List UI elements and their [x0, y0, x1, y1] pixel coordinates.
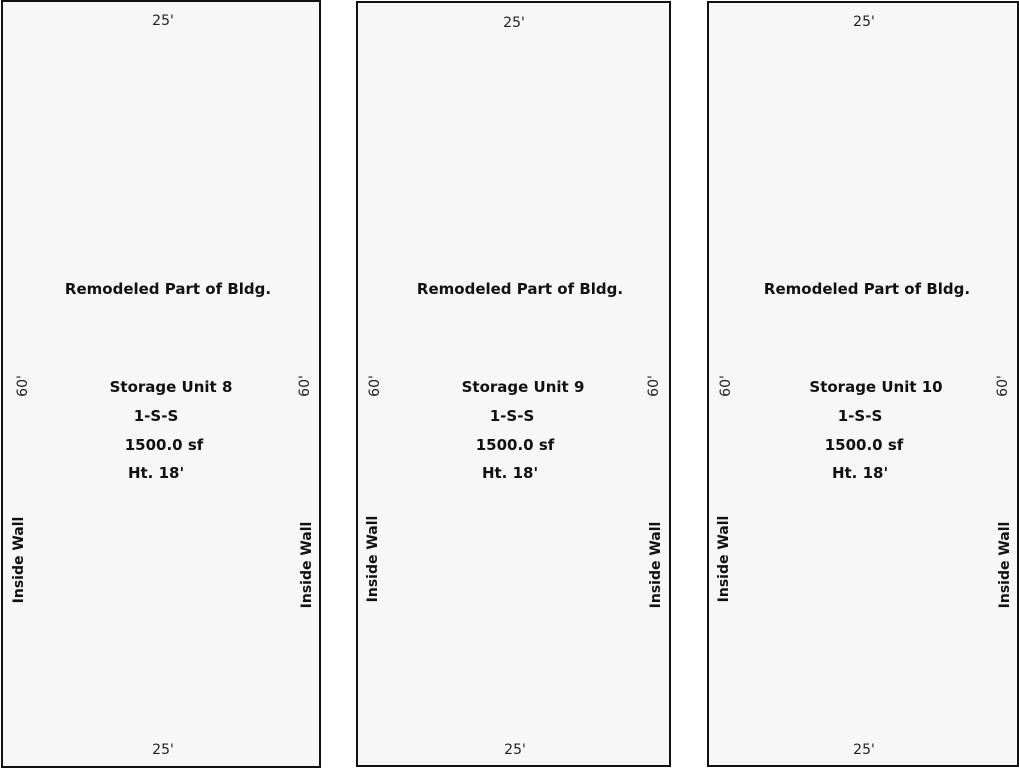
height-label: Ht. 18' — [481, 464, 539, 482]
area-note-label: Remodeled Part of Bldg. — [763, 280, 971, 298]
top-width-dimension: 25' — [503, 15, 525, 31]
right-depth-dimension: 60' — [297, 375, 313, 397]
storage-unit-8-plan — [1, 0, 321, 768]
right-depth-dimension: 60' — [995, 375, 1011, 397]
bottom-width-dimension: 25' — [504, 742, 526, 758]
unit-name-label: Storage Unit 10 — [809, 378, 943, 396]
storage-unit-10-plan — [707, 1, 1019, 767]
left-depth-dimension: 60' — [367, 375, 383, 397]
left-depth-dimension: 60' — [15, 375, 31, 397]
unit-name-label: Storage Unit 8 — [109, 378, 233, 396]
height-label: Ht. 18' — [831, 464, 889, 482]
occupancy-code-label: 1-S-S — [133, 407, 179, 425]
bottom-width-dimension: 25' — [853, 742, 875, 758]
left-wall-label: Inside Wall — [365, 515, 381, 603]
left-wall-label: Inside Wall — [11, 516, 27, 604]
bottom-width-dimension: 25' — [152, 742, 174, 758]
area-label: 1500.0 sf — [475, 436, 555, 454]
right-wall-label: Inside Wall — [648, 521, 664, 609]
right-wall-label: Inside Wall — [299, 521, 315, 609]
area-label: 1500.0 sf — [124, 436, 204, 454]
height-label: Ht. 18' — [127, 464, 185, 482]
occupancy-code-label: 1-S-S — [489, 407, 535, 425]
right-wall-label: Inside Wall — [997, 521, 1013, 609]
left-wall-label: Inside Wall — [716, 515, 732, 603]
area-label: 1500.0 sf — [824, 436, 904, 454]
area-note-label: Remodeled Part of Bldg. — [416, 280, 624, 298]
left-depth-dimension: 60' — [718, 375, 734, 397]
top-width-dimension: 25' — [853, 14, 875, 30]
top-width-dimension: 25' — [152, 13, 174, 29]
right-depth-dimension: 60' — [646, 375, 662, 397]
unit-name-label: Storage Unit 9 — [461, 378, 585, 396]
storage-unit-9-plan — [356, 1, 671, 767]
occupancy-code-label: 1-S-S — [837, 407, 883, 425]
area-note-label: Remodeled Part of Bldg. — [64, 280, 272, 298]
